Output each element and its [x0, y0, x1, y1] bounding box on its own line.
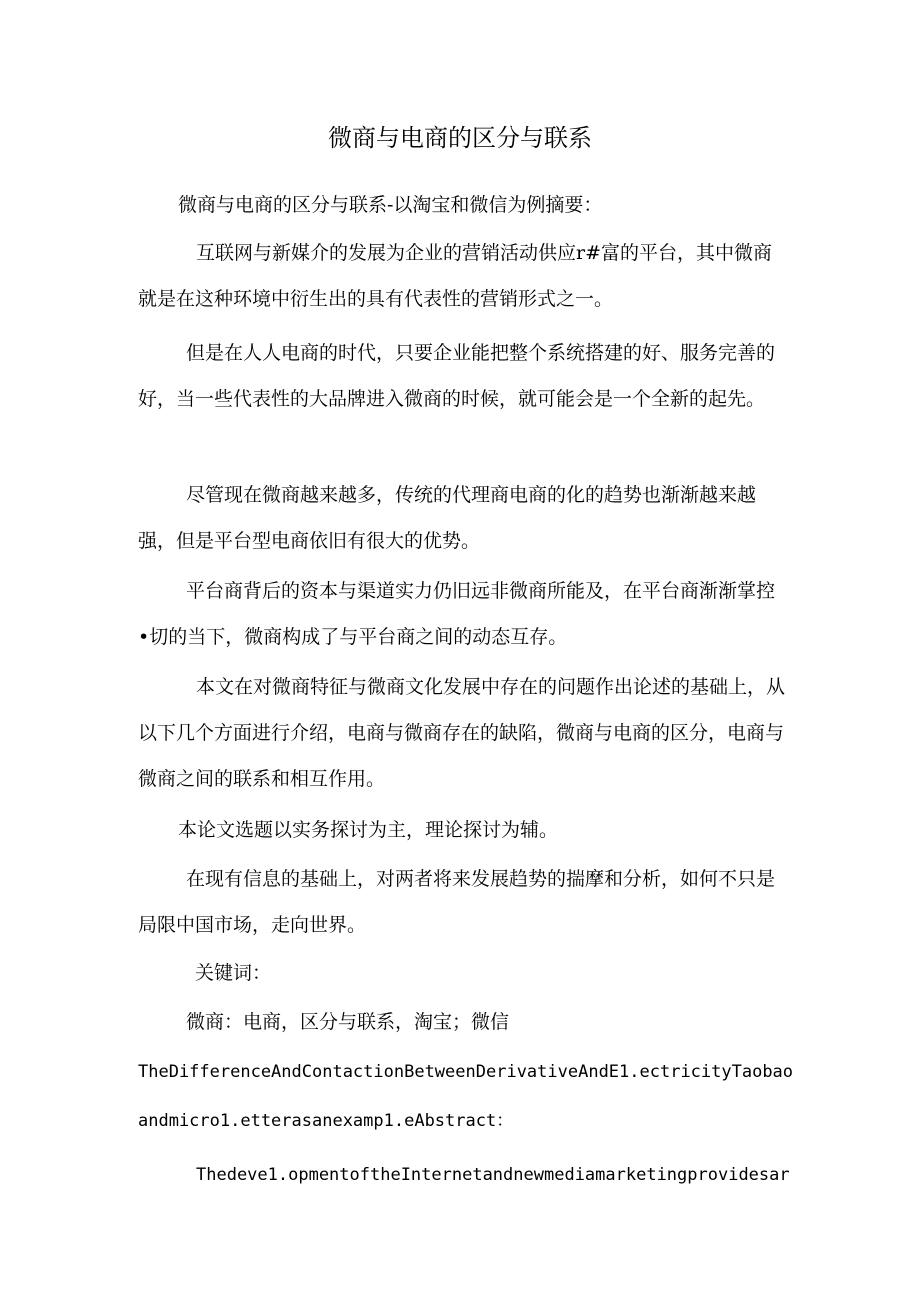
paragraph-5: 本文在对微商特征与微商文化发展中存在的问题作出论述的基础上，从以下几个方面进行介绍，电商与微商存在的缺陷，微商与电商的区分，电商与微商之间的联系和相互作用。 — [138, 676, 786, 790]
paragraph-2: 但是在人人电商的时代，只要企业能把整个系统搭建的好、服务完善的好，当一些代表性的大品牌进入微商的时候，就可能会是一个全新的起先。 — [138, 342, 776, 410]
paragraph-4: 平台商背后的资本与渠道实力仍旧远非微商所能及，在平台商渐渐掌控•切的当下，微商构成了与平台商之间的动态互存。 — [138, 580, 776, 648]
keywords-label: 关键词： — [195, 962, 272, 984]
english-title-line-1: TheDifferenceAndContactionBetweenDerivativeAndE1.ectricityTaobao — [138, 1062, 794, 1082]
document-title: 微商与电商的区分与联系 — [328, 124, 592, 152]
keywords: 微商：电商，区分与联系，淘宝；微信 — [186, 1011, 510, 1033]
paragraph-3: 尽管现在微商越来越多，传统的代理商电商的化的趋势也渐渐越来越强，但是平台型电商依旧有很大的优势。 — [138, 484, 757, 552]
paragraph-6: 本论文选题以实务探讨为主，理论探讨为辅。 — [178, 819, 559, 841]
document-subtitle: 微商与电商的区分与联系-以淘宝和微信为例摘要： — [178, 194, 603, 216]
paragraph-7: 在现有信息的基础上，对两者将来发展趋势的揣摩和分析，如何不只是局限中国市场，走向世界。 — [138, 868, 776, 936]
paragraph-1: 互联网与新媒介的发展为企业的营销活动供应r#富的平台，其中微商就是在这种环境中衍生出的具有代表性的营销形式之一。 — [138, 242, 773, 310]
english-title-line-2: andmicro1.etterasanexamp1.eAbstract： — [138, 1111, 514, 1131]
english-abstract-line-1: Thedeve1.opmentoftheInternetandnewmediamarketingprovidesar — [196, 1165, 790, 1185]
